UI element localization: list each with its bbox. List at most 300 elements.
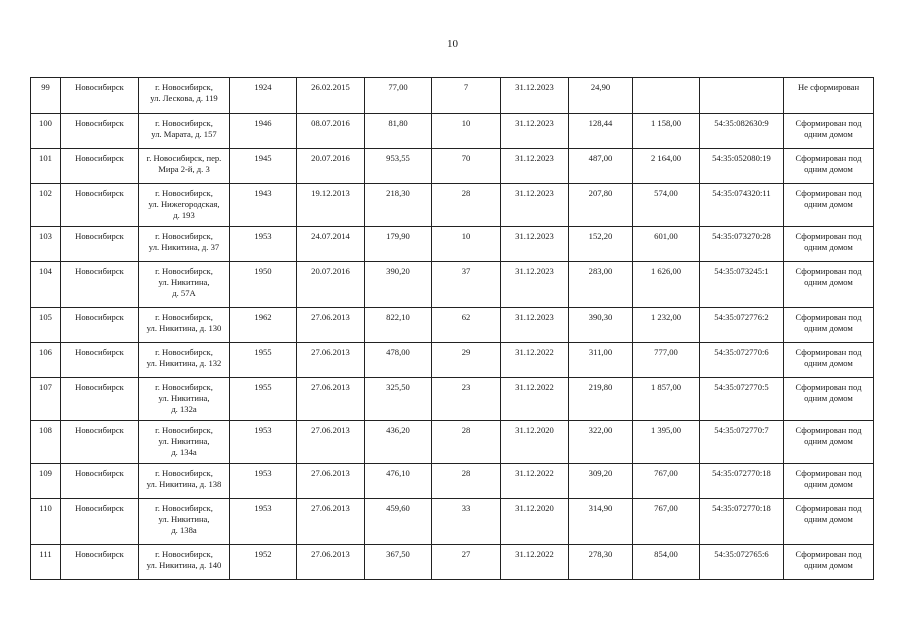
area-line: 390,20 (386, 266, 410, 276)
cadastral-number-cell (700, 343, 784, 378)
table-row (31, 464, 874, 499)
year-built-cell (230, 308, 297, 343)
deadline-line: 31.12.2023 (515, 266, 554, 276)
table-row (31, 262, 874, 308)
table-row (31, 421, 874, 464)
area-second-cell (569, 227, 633, 262)
area-line: 476,10 (386, 468, 410, 478)
area-line: 478,00 (386, 347, 410, 357)
city-line: Новосибирск (75, 312, 124, 322)
city-line: Новосибирск (75, 266, 124, 276)
deadline-cell (501, 378, 569, 421)
deadline-cell (501, 545, 569, 580)
area-cell (365, 499, 432, 545)
residents-line: 70 (461, 153, 471, 163)
land-status-cell (784, 78, 874, 114)
deadline-line: 31.12.2023 (515, 312, 554, 322)
residents-cell (432, 78, 501, 114)
year-built-line: 1945 (254, 153, 272, 163)
row-number-cell (31, 464, 61, 499)
address-line: д. 57А (172, 288, 196, 298)
row-number-cell (31, 308, 61, 343)
date-line: 24.07.2014 (311, 231, 350, 241)
address-line: ул. Никитина, (158, 277, 210, 287)
area-cell (365, 184, 432, 227)
city-line: Новосибирск (75, 118, 124, 128)
land-status-line: Сформирован под (795, 347, 862, 357)
address-cell (139, 343, 230, 378)
year-built-cell (230, 78, 297, 114)
land-area-line: 1 626,00 (650, 266, 682, 276)
area-second-cell (569, 78, 633, 114)
year-built-cell (230, 343, 297, 378)
cadastral-number-cell (700, 227, 784, 262)
land-area-line: 574,00 (654, 188, 678, 198)
year-built-cell (230, 262, 297, 308)
row-number-line: 111 (39, 549, 52, 559)
table-row (31, 343, 874, 378)
city-line: Новосибирск (75, 382, 124, 392)
area-line: 459,60 (386, 503, 410, 513)
land-status-line: Сформирован под (795, 153, 862, 163)
area-cell (365, 262, 432, 308)
land-status-line: Сформирован под (795, 468, 862, 478)
date-cell (297, 464, 365, 499)
land-area-cell (633, 545, 700, 580)
address-cell (139, 464, 230, 499)
city-cell (61, 343, 139, 378)
city-cell (61, 114, 139, 149)
table-row (31, 149, 874, 184)
year-built-cell (230, 227, 297, 262)
row-number-line: 106 (39, 347, 52, 357)
land-area-line: 767,00 (654, 468, 678, 478)
city-cell (61, 308, 139, 343)
land-status-line: одним домом (804, 242, 853, 252)
land-area-cell (633, 499, 700, 545)
row-number-line: 108 (39, 425, 52, 435)
area-second-cell (569, 378, 633, 421)
address-line: г. Новосибирск, (155, 188, 213, 198)
year-built-line: 1955 (254, 347, 272, 357)
date-line: 08.07.2016 (311, 118, 350, 128)
address-cell (139, 184, 230, 227)
date-cell (297, 421, 365, 464)
residents-cell (432, 227, 501, 262)
land-status-line: одним домом (804, 277, 853, 287)
city-cell (61, 184, 139, 227)
address-line: г. Новосибирск, (155, 266, 213, 276)
year-built-line: 1953 (254, 503, 272, 513)
land-status-line: одним домом (804, 560, 853, 570)
date-cell (297, 378, 365, 421)
date-cell (297, 184, 365, 227)
deadline-cell (501, 78, 569, 114)
land-status-cell (784, 114, 874, 149)
deadline-line: 31.12.2023 (515, 82, 554, 92)
address-line: д. 134а (171, 447, 197, 457)
residents-cell (432, 114, 501, 149)
cadastral-number-line: 54:35:072776:2 (714, 312, 769, 322)
residents-line: 23 (461, 382, 471, 392)
area-second-cell (569, 308, 633, 343)
land-area-cell (633, 78, 700, 114)
land-status-cell (784, 227, 874, 262)
deadline-cell (501, 308, 569, 343)
land-area-cell (633, 114, 700, 149)
area-second-cell (569, 545, 633, 580)
residents-cell (432, 262, 501, 308)
address-line: г. Новосибирск, (155, 503, 213, 513)
land-area-cell (633, 308, 700, 343)
deadline-cell (501, 499, 569, 545)
land-status-line: Сформирован под (795, 231, 862, 241)
row-number-cell (31, 343, 61, 378)
address-cell (139, 378, 230, 421)
address-line: г. Новосибирск, (155, 347, 213, 357)
year-built-cell (230, 421, 297, 464)
area-second-line: 219,80 (588, 382, 613, 392)
date-line: 20.07.2016 (311, 153, 350, 163)
land-status-cell (784, 464, 874, 499)
date-line: 27.06.2013 (311, 425, 350, 435)
city-cell (61, 499, 139, 545)
area-line: 81,80 (388, 118, 408, 128)
residents-cell (432, 464, 501, 499)
row-number-line: 107 (39, 382, 52, 392)
area-line: 367,50 (386, 549, 410, 559)
cadastral-number-line: 54:35:072770:6 (714, 347, 769, 357)
residents-line: 10 (461, 118, 471, 128)
cadastral-number-cell (700, 149, 784, 184)
cadastral-number-cell (700, 114, 784, 149)
land-status-line: Сформирован под (795, 503, 862, 513)
area-second-cell (569, 464, 633, 499)
deadline-line: 31.12.2023 (515, 153, 554, 163)
area-line: 953,55 (386, 153, 410, 163)
registry-body (31, 78, 874, 580)
address-line: г. Новосибирск, (155, 312, 213, 322)
deadline-line: 31.12.2022 (515, 382, 554, 392)
land-status-cell (784, 378, 874, 421)
city-line: Новосибирск (75, 231, 124, 241)
year-built-cell (230, 464, 297, 499)
year-built-cell (230, 378, 297, 421)
row-number-cell (31, 421, 61, 464)
deadline-cell (501, 227, 569, 262)
area-second-line: 322,00 (588, 425, 613, 435)
table-row (31, 78, 874, 114)
table-row (31, 545, 874, 580)
land-status-line: одним домом (804, 514, 853, 524)
residents-line: 7 (463, 82, 469, 92)
date-cell (297, 114, 365, 149)
address-cell (139, 227, 230, 262)
row-number-cell (31, 545, 61, 580)
date-cell (297, 227, 365, 262)
land-area-cell (633, 464, 700, 499)
table-row (31, 114, 874, 149)
row-number-line: 110 (39, 503, 52, 513)
table-row (31, 308, 874, 343)
row-number-cell (31, 262, 61, 308)
address-line: г. Новосибирск, (155, 549, 213, 559)
city-cell (61, 149, 139, 184)
area-second-line: 390,30 (588, 312, 613, 322)
land-area-line: 1 232,00 (650, 312, 682, 322)
land-status-line: одним домом (804, 164, 853, 174)
deadline-cell (501, 184, 569, 227)
area-second-line: 309,20 (588, 468, 613, 478)
city-cell (61, 78, 139, 114)
deadline-cell (501, 262, 569, 308)
date-line: 27.06.2013 (311, 312, 350, 322)
address-cell (139, 308, 230, 343)
row-number-line: 109 (39, 468, 52, 478)
address-line: г. Новосибирск, пер. (146, 153, 222, 163)
year-built-cell (230, 114, 297, 149)
deadline-line: 31.12.2022 (515, 347, 554, 357)
residents-line: 10 (461, 231, 471, 241)
page-number: 10 (447, 38, 458, 50)
row-number-line: 101 (39, 153, 52, 163)
land-area-cell (633, 262, 700, 308)
land-area-cell (633, 343, 700, 378)
area-second-cell (569, 114, 633, 149)
row-number-line: 100 (39, 118, 52, 128)
cadastral-number-line: 54:35:072770:5 (714, 382, 769, 392)
address-line: г. Новосибирск, (155, 82, 213, 92)
land-status-cell (784, 545, 874, 580)
row-number-cell (31, 184, 61, 227)
land-status-line: Сформирован под (795, 312, 862, 322)
area-second-cell (569, 421, 633, 464)
city-cell (61, 227, 139, 262)
row-number-line: 105 (39, 312, 52, 322)
date-line: 19.12.2013 (311, 188, 350, 198)
city-line: Новосибирск (75, 82, 124, 92)
address-line: ул. Никитина, д. 37 (148, 242, 220, 252)
area-line: 325,50 (386, 382, 410, 392)
row-number-cell (31, 149, 61, 184)
area-cell (365, 421, 432, 464)
year-built-line: 1950 (254, 266, 272, 276)
address-line: ул. Никитина, (158, 514, 210, 524)
land-status-cell (784, 421, 874, 464)
area-second-line: 487,00 (588, 153, 613, 163)
area-second-cell (569, 499, 633, 545)
area-cell (365, 545, 432, 580)
residents-line: 28 (461, 468, 471, 478)
land-status-cell (784, 308, 874, 343)
residents-cell (432, 308, 501, 343)
land-status-cell (784, 343, 874, 378)
land-status-line: одним домом (804, 479, 853, 489)
residents-line: 37 (461, 266, 471, 276)
cadastral-number-cell (700, 78, 784, 114)
row-number-cell (31, 114, 61, 149)
deadline-cell (501, 149, 569, 184)
address-line: г. Новосибирск, (155, 468, 213, 478)
date-cell (297, 499, 365, 545)
cadastral-number-cell (700, 464, 784, 499)
cadastral-number-line: 54:35:082630:9 (714, 118, 769, 128)
city-cell (61, 262, 139, 308)
cadastral-number-cell (700, 308, 784, 343)
address-line: д. 193 (173, 210, 195, 220)
area-second-line: 278,30 (588, 549, 613, 559)
date-line: 20.07.2016 (311, 266, 350, 276)
address-line: г. Новосибирск, (155, 425, 213, 435)
address-line: ул. Никитина, (158, 393, 210, 403)
year-built-line: 1946 (254, 118, 272, 128)
area-second-cell (569, 149, 633, 184)
land-status-line: Не сформирован (797, 82, 860, 92)
year-built-line: 1943 (254, 188, 272, 198)
area-cell (365, 308, 432, 343)
address-cell (139, 262, 230, 308)
residents-cell (432, 499, 501, 545)
land-area-line: 601,00 (654, 231, 678, 241)
area-cell (365, 378, 432, 421)
year-built-line: 1953 (254, 425, 272, 435)
row-number-line: 104 (39, 266, 52, 276)
city-cell (61, 378, 139, 421)
area-cell (365, 114, 432, 149)
land-area-cell (633, 149, 700, 184)
cadastral-number-line: 54:35:072765:6 (714, 549, 769, 559)
address-line: г. Новосибирск, (155, 382, 213, 392)
address-cell (139, 78, 230, 114)
date-line: 27.06.2013 (311, 549, 350, 559)
row-number-line: 99 (41, 82, 50, 92)
area-cell (365, 343, 432, 378)
land-status-line: Сформирован под (795, 266, 862, 276)
row-number-cell (31, 227, 61, 262)
area-cell (365, 78, 432, 114)
area-second-line: 24,90 (590, 82, 611, 92)
residents-cell (432, 343, 501, 378)
year-built-cell (230, 149, 297, 184)
housing-registry-table (30, 77, 874, 580)
address-line: г. Новосибирск, (155, 118, 213, 128)
cadastral-number-cell (700, 262, 784, 308)
city-cell (61, 421, 139, 464)
area-second-cell (569, 262, 633, 308)
area-line: 179,90 (386, 231, 410, 241)
address-line: ул. Нижегородская, (148, 199, 220, 209)
table-row (31, 378, 874, 421)
year-built-cell (230, 545, 297, 580)
land-area-line: 2 164,00 (650, 153, 682, 163)
date-line: 27.06.2013 (311, 468, 350, 478)
city-line: Новосибирск (75, 188, 124, 198)
deadline-line: 31.12.2022 (515, 468, 554, 478)
land-area-cell (633, 184, 700, 227)
date-line: 27.06.2013 (311, 503, 350, 513)
deadline-cell (501, 343, 569, 378)
deadline-line: 31.12.2023 (515, 188, 554, 198)
deadline-line: 31.12.2023 (515, 118, 554, 128)
date-cell (297, 262, 365, 308)
address-line: д. 132а (171, 404, 197, 414)
address-cell (139, 149, 230, 184)
area-line: 218,30 (386, 188, 410, 198)
residents-cell (432, 149, 501, 184)
area-second-line: 283,00 (588, 266, 613, 276)
address-line: ул. Марата, д. 157 (151, 129, 217, 139)
row-number-cell (31, 78, 61, 114)
land-area-line: 1 857,00 (650, 382, 682, 392)
cadastral-number-line: 54:35:072770:18 (712, 468, 771, 478)
land-status-line: одним домом (804, 323, 853, 333)
deadline-line: 31.12.2020 (515, 503, 554, 513)
area-line: 822,10 (386, 312, 410, 322)
area-second-line: 128,44 (588, 118, 613, 128)
city-line: Новосибирск (75, 503, 124, 513)
year-built-line: 1953 (254, 468, 272, 478)
residents-line: 62 (461, 312, 471, 322)
land-status-line: Сформирован под (795, 118, 862, 128)
area-line: 77,00 (388, 82, 408, 92)
land-status-line: одним домом (804, 129, 853, 139)
table-row (31, 227, 874, 262)
land-area-line: 1 395,00 (650, 425, 682, 435)
year-built-line: 1952 (254, 549, 272, 559)
city-line: Новосибирск (75, 347, 124, 357)
residents-line: 27 (461, 549, 471, 559)
area-second-cell (569, 343, 633, 378)
row-number-cell (31, 499, 61, 545)
address-line: ул. Никитина, д. 132 (146, 358, 222, 368)
area-cell (365, 464, 432, 499)
table-row (31, 184, 874, 227)
area-second-line: 207,80 (588, 188, 613, 198)
cadastral-number-cell (700, 421, 784, 464)
cadastral-number-cell (700, 545, 784, 580)
land-area-line: 854,00 (654, 549, 678, 559)
land-status-line: одним домом (804, 393, 853, 403)
residents-cell (432, 184, 501, 227)
residents-line: 29 (461, 347, 471, 357)
city-line: Новосибирск (75, 549, 124, 559)
city-line: Новосибирск (75, 425, 124, 435)
cadastral-number-cell (700, 184, 784, 227)
year-built-cell (230, 499, 297, 545)
residents-line: 28 (461, 425, 471, 435)
residents-cell (432, 421, 501, 464)
address-line: ул. Никитина, д. 130 (146, 323, 222, 333)
land-status-line: Сформирован под (795, 188, 862, 198)
year-built-line: 1962 (254, 312, 272, 322)
year-built-line: 1953 (254, 231, 272, 241)
date-cell (297, 149, 365, 184)
cadastral-number-line: 54:35:072770:7 (714, 425, 769, 435)
address-cell (139, 545, 230, 580)
land-status-line: Сформирован под (795, 549, 862, 559)
year-built-cell (230, 184, 297, 227)
area-second-line: 152,20 (588, 231, 613, 241)
land-area-line: 777,00 (654, 347, 678, 357)
cadastral-number-cell (700, 499, 784, 545)
deadline-line: 31.12.2022 (515, 549, 554, 559)
row-number-line: 102 (39, 188, 52, 198)
row-number-cell (31, 378, 61, 421)
land-area-cell (633, 227, 700, 262)
area-cell (365, 227, 432, 262)
deadline-cell (501, 421, 569, 464)
land-area-cell (633, 378, 700, 421)
